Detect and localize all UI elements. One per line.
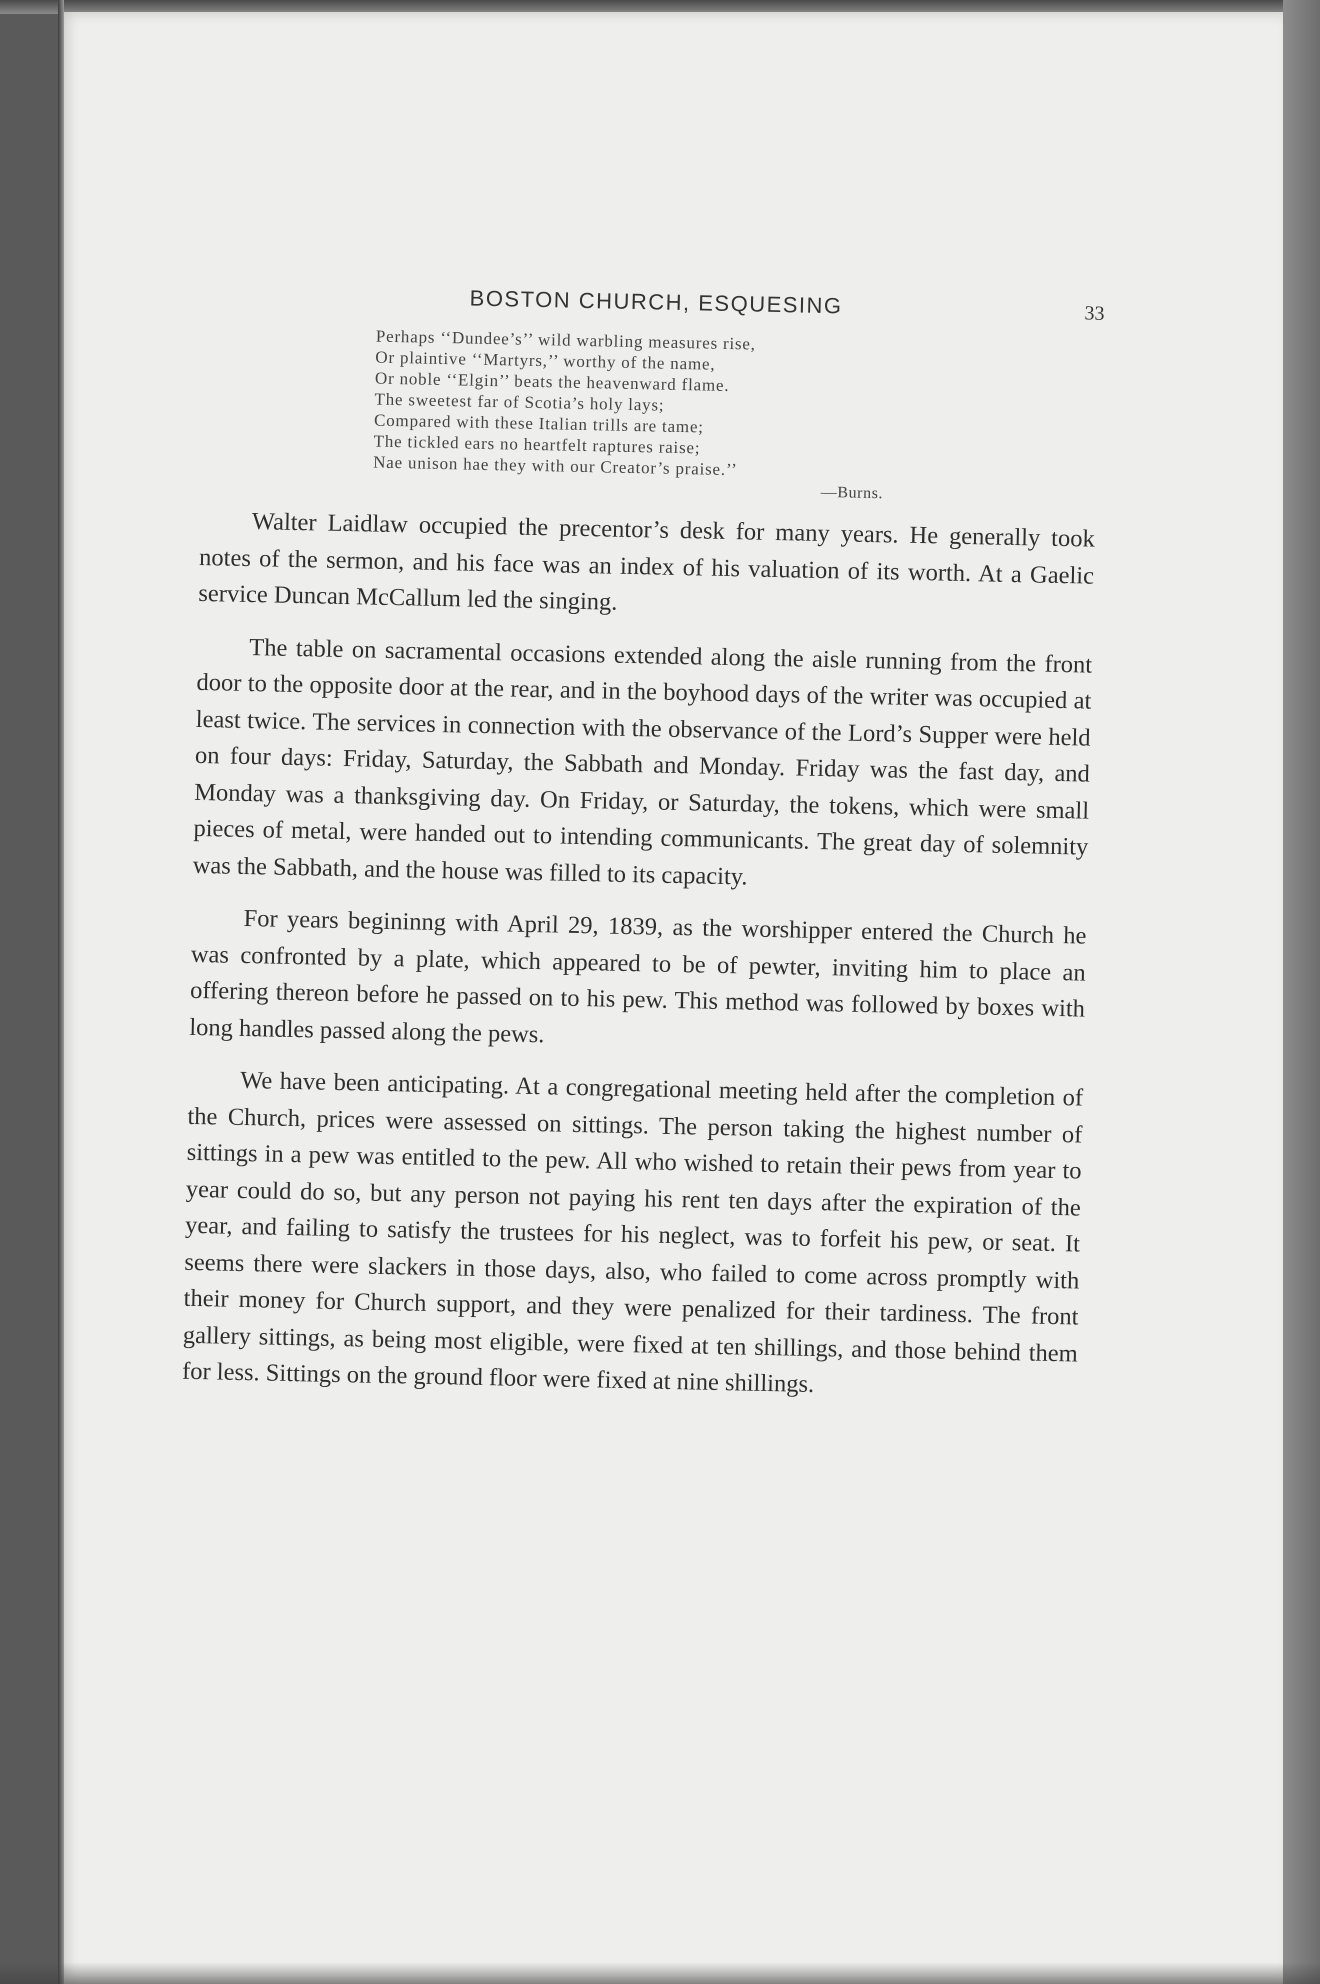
poem-line: Compared with these Italian trills are tame; [373,410,705,437]
poem-line: Or plaintive ‘‘Martyrs,’’ worthy of the name, [375,347,716,374]
scan-right-edge [1283,0,1320,1984]
poem-line: The tickled ears no heartfelt raptures raise; [373,431,701,458]
running-head: BOSTON CHURCH, ESQUESING [469,285,843,319]
scan-bottom-edge [0,1962,1320,1984]
poem-line: The sweetest far of Scotia’s holy lays; [374,389,665,415]
poem-attribution: —Burns. [820,483,884,503]
page-content [181,280,1104,1425]
paragraph-precentor: Walter Laidlaw occupied the precentor’s desk for many years. He generally took notes of the sermon, and his face was an index of his valuation of its worth. At a Gaelic service Duncan McCallum led the singing. [198,508,1096,616]
body-text [182,503,1095,1409]
poem-line: Perhaps ‘‘Dundee’s’’ wild warbling measures rise, [375,326,757,354]
paragraph-sittings: We have been anticipating. At a congregational meeting held after the completion of the Church, prices were assessed on sittings. The person taking the highest number of sittings in a pew was entitled to the pew. All who wished to retain their pews from year to year could do so, but any person not paying his rent ten days after the expiration of the year, and failing to satisfy the trustees for his neglect, was to forfeit his pew, or seat. It seems there were slackers in those days, also, who failed to come across promptly with their money for Church support, and they were penalized for their tardiness. The front gallery sittings, as being most eligible, were fixed at ten shillings, and those behind them for less. Sittings on the ground floor were fixed at nine shillings. [181,1066,1084,1398]
paragraph-sacramental-table: The table on sacramental occasions extended along the aisle running from the front door to the opposite door at the rear, and in the boyhood days of the writer was occupied at least twice. The services in connection with the observance of the Lord’s Supper were held on four days: Friday, Saturday, the Sabbath and Monday. Friday was the fast day, and Monday was a thanksgiving day. On Friday, or Saturday, the tokens, which were small pieces of metal, were handed out to intending communicants. The great day of solemnity was the Sabbath, and the house was filled to its capacity. [192,633,1093,890]
page-number: 33 [1084,302,1105,325]
poem-line: Or noble ‘‘Elgin’’ beats the heavenward flame. [374,368,730,396]
poem-quote [373,326,1104,488]
book-spine-edge [58,0,64,1984]
poem-line: Nae unison hae they with our Creator’s praise.’’ [373,452,738,480]
paragraph-offering-plate: For years begininng with April 29, 1839, as the worshipper entered the Church he was confronted by a plate, which appeared to be of pewter, inviting him to place an offering thereon before he passed on to his pew. This method was followed by boxes with long handles passed along the pews. [189,904,1087,1048]
